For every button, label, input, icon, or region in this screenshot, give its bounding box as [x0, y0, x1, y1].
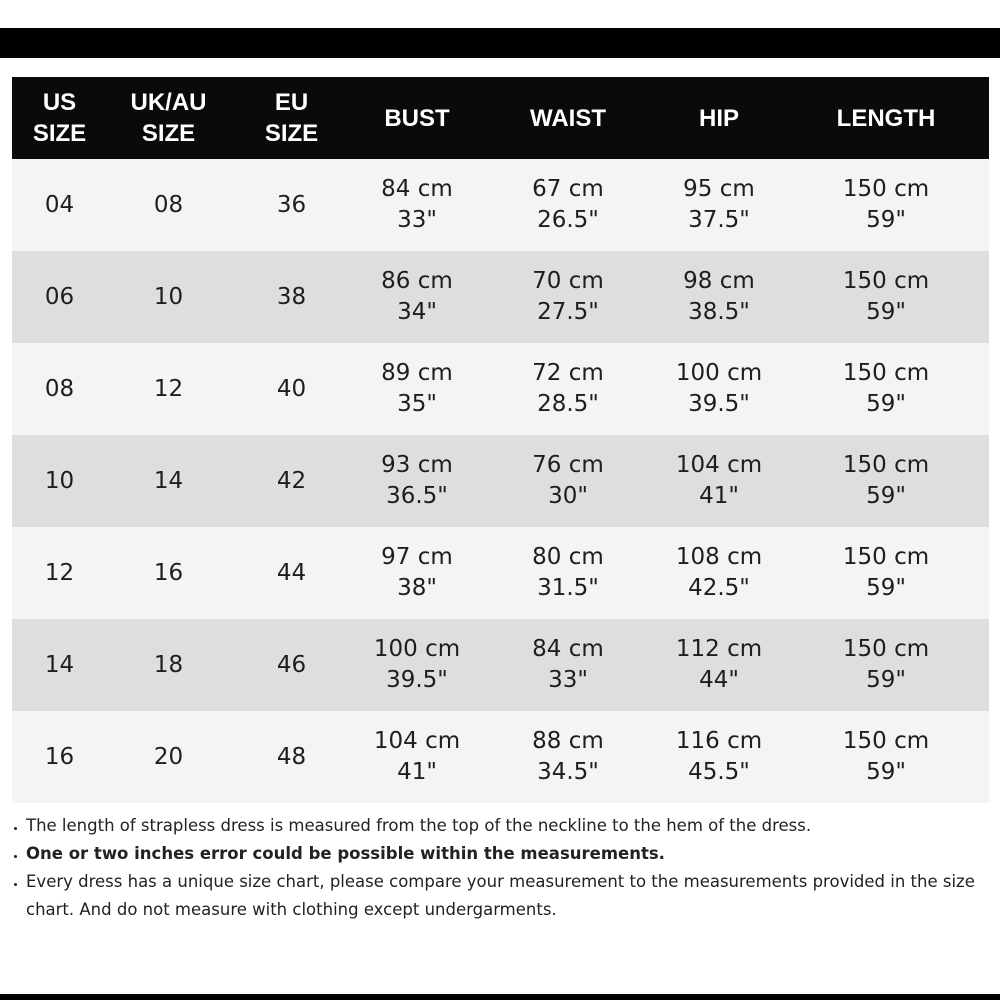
header-waist: WAIST [530, 104, 606, 132]
cell-us-size [12, 527, 107, 619]
table-row [12, 711, 989, 803]
cell-uk-au-size [107, 251, 230, 343]
cell-value: 08 [153, 191, 184, 218]
cell-value-inches: 42.5" [688, 575, 750, 601]
cell-value-inches: 59" [866, 575, 906, 601]
cell-value-inches: 59" [866, 207, 906, 233]
cell-value: 70 cm [532, 268, 604, 294]
cell-value: 08 [44, 375, 75, 402]
cell-uk-au-size [107, 343, 230, 435]
cell-value: 10 [153, 283, 184, 310]
note-item: Every dress has a unique size chart, please compare your measurement to the measurements provided in the size chart. And do not measure with clothing except undergarments. [12, 868, 982, 924]
cell-value: 150 cm [842, 636, 930, 662]
cell-eu-size [230, 343, 353, 435]
table-row [12, 527, 989, 619]
cell-hip [655, 619, 783, 711]
notes-list [12, 812, 982, 924]
cell-eu-size [230, 619, 353, 711]
cell-value: 150 cm [842, 728, 930, 754]
cell-value: 88 cm [532, 728, 604, 754]
cell-value-inches: 41" [699, 483, 739, 509]
cell-value-inches: 36.5" [386, 483, 448, 509]
table-row [12, 159, 989, 251]
cell-hip [655, 711, 783, 803]
cell-length [783, 711, 989, 803]
cell-value: 67 cm [532, 176, 604, 202]
cell-hip [655, 159, 783, 251]
cell-bust [353, 435, 481, 527]
cell-value-inches: 27.5" [537, 299, 599, 325]
cell-uk-au-size [107, 159, 230, 251]
cell-us-size [12, 619, 107, 711]
cell-length [783, 619, 989, 711]
cell-value: 14 [153, 467, 184, 494]
cell-waist [481, 435, 655, 527]
cell-length [783, 527, 989, 619]
cell-us-size [12, 343, 107, 435]
table-row [12, 251, 989, 343]
cell-value: 100 cm [373, 636, 461, 662]
bottom-black-bar [0, 994, 1000, 1000]
note-item: One or two inches error could be possible within the measurements. [12, 840, 982, 868]
cell-value: 20 [153, 743, 184, 770]
cell-bust [353, 159, 481, 251]
cell-waist [481, 619, 655, 711]
cell-value-inches: 37.5" [688, 207, 750, 233]
cell-length [783, 251, 989, 343]
header-length: LENGTH [836, 104, 936, 132]
cell-value: 12 [153, 375, 184, 402]
table-row [12, 619, 989, 711]
cell-value: 16 [44, 743, 75, 770]
cell-value-inches: 38.5" [688, 299, 750, 325]
cell-value-inches: 26.5" [537, 207, 599, 233]
cell-waist [481, 527, 655, 619]
cell-value-inches: 33" [397, 207, 437, 233]
cell-value: 93 cm [381, 452, 453, 478]
cell-value-inches: 28.5" [537, 391, 599, 417]
cell-value-inches: 59" [866, 483, 906, 509]
cell-value: 98 cm [683, 268, 755, 294]
size-chart-table [12, 77, 989, 803]
cell-value: 14 [44, 651, 75, 678]
header-us-size: US SIZE [32, 89, 87, 147]
note-item: The length of strapless dress is measured from the top of the neckline to the hem of the dress. [12, 812, 982, 840]
cell-value: 89 cm [381, 360, 453, 386]
cell-value: 104 cm [675, 452, 763, 478]
cell-us-size [12, 435, 107, 527]
cell-value: 12 [44, 559, 75, 586]
cell-length [783, 343, 989, 435]
cell-value-inches: 41" [397, 759, 437, 785]
cell-value-inches: 39.5" [386, 667, 448, 693]
table-header-row [12, 77, 989, 159]
cell-eu-size [230, 711, 353, 803]
table-body [12, 159, 989, 803]
cell-us-size [12, 711, 107, 803]
cell-value-inches: 39.5" [688, 391, 750, 417]
cell-value: 150 cm [842, 360, 930, 386]
top-black-bar [0, 28, 1000, 58]
cell-waist [481, 159, 655, 251]
cell-uk-au-size [107, 711, 230, 803]
cell-bust [353, 343, 481, 435]
cell-value: 150 cm [842, 268, 930, 294]
cell-value: 116 cm [675, 728, 763, 754]
cell-value-inches: 34.5" [537, 759, 599, 785]
cell-value: 10 [44, 467, 75, 494]
cell-bust [353, 711, 481, 803]
cell-value: 42 [276, 467, 307, 494]
cell-hip [655, 251, 783, 343]
cell-eu-size [230, 251, 353, 343]
cell-waist [481, 343, 655, 435]
cell-value: 76 cm [532, 452, 604, 478]
cell-value-inches: 34" [397, 299, 437, 325]
cell-value: 86 cm [381, 268, 453, 294]
header-uk-au-size: UK/AU SIZE [130, 89, 207, 147]
cell-value: 95 cm [683, 176, 755, 202]
cell-eu-size [230, 435, 353, 527]
cell-eu-size [230, 527, 353, 619]
cell-value-inches: 38" [397, 575, 437, 601]
cell-value: 104 cm [373, 728, 461, 754]
cell-length [783, 435, 989, 527]
cell-bust [353, 251, 481, 343]
cell-us-size [12, 159, 107, 251]
cell-waist [481, 711, 655, 803]
cell-value: 80 cm [532, 544, 604, 570]
cell-length [783, 159, 989, 251]
cell-value: 18 [153, 651, 184, 678]
cell-value: 44 [276, 559, 307, 586]
cell-value: 40 [276, 375, 307, 402]
cell-value: 04 [44, 191, 75, 218]
cell-value: 36 [276, 191, 307, 218]
cell-value: 84 cm [381, 176, 453, 202]
cell-hip [655, 527, 783, 619]
cell-value-inches: 59" [866, 759, 906, 785]
cell-value: 97 cm [381, 544, 453, 570]
cell-value-inches: 59" [866, 299, 906, 325]
cell-value: 100 cm [675, 360, 763, 386]
table-row [12, 435, 989, 527]
cell-uk-au-size [107, 435, 230, 527]
cell-eu-size [230, 159, 353, 251]
cell-us-size [12, 251, 107, 343]
header-hip: HIP [698, 104, 739, 132]
cell-value: 48 [276, 743, 307, 770]
header-eu-size: EU SIZE [264, 89, 319, 147]
cell-uk-au-size [107, 527, 230, 619]
cell-value: 38 [276, 283, 307, 310]
cell-hip [655, 435, 783, 527]
cell-bust [353, 619, 481, 711]
cell-value-inches: 30" [548, 483, 588, 509]
cell-value: 108 cm [675, 544, 763, 570]
cell-value: 84 cm [532, 636, 604, 662]
cell-value-inches: 45.5" [688, 759, 750, 785]
cell-value: 150 cm [842, 452, 930, 478]
cell-value-inches: 33" [548, 667, 588, 693]
cell-value-inches: 31.5" [537, 575, 599, 601]
cell-value: 72 cm [532, 360, 604, 386]
cell-hip [655, 343, 783, 435]
cell-value: 150 cm [842, 544, 930, 570]
cell-value-inches: 59" [866, 667, 906, 693]
table-row [12, 343, 989, 435]
cell-waist [481, 251, 655, 343]
cell-value: 150 cm [842, 176, 930, 202]
cell-value-inches: 59" [866, 391, 906, 417]
cell-value-inches: 35" [397, 391, 437, 417]
cell-value: 46 [276, 651, 307, 678]
header-bust: BUST [384, 104, 450, 132]
cell-uk-au-size [107, 619, 230, 711]
cell-value-inches: 44" [699, 667, 739, 693]
cell-value: 06 [44, 283, 75, 310]
cell-bust [353, 527, 481, 619]
cell-value: 16 [153, 559, 184, 586]
cell-value: 112 cm [675, 636, 763, 662]
